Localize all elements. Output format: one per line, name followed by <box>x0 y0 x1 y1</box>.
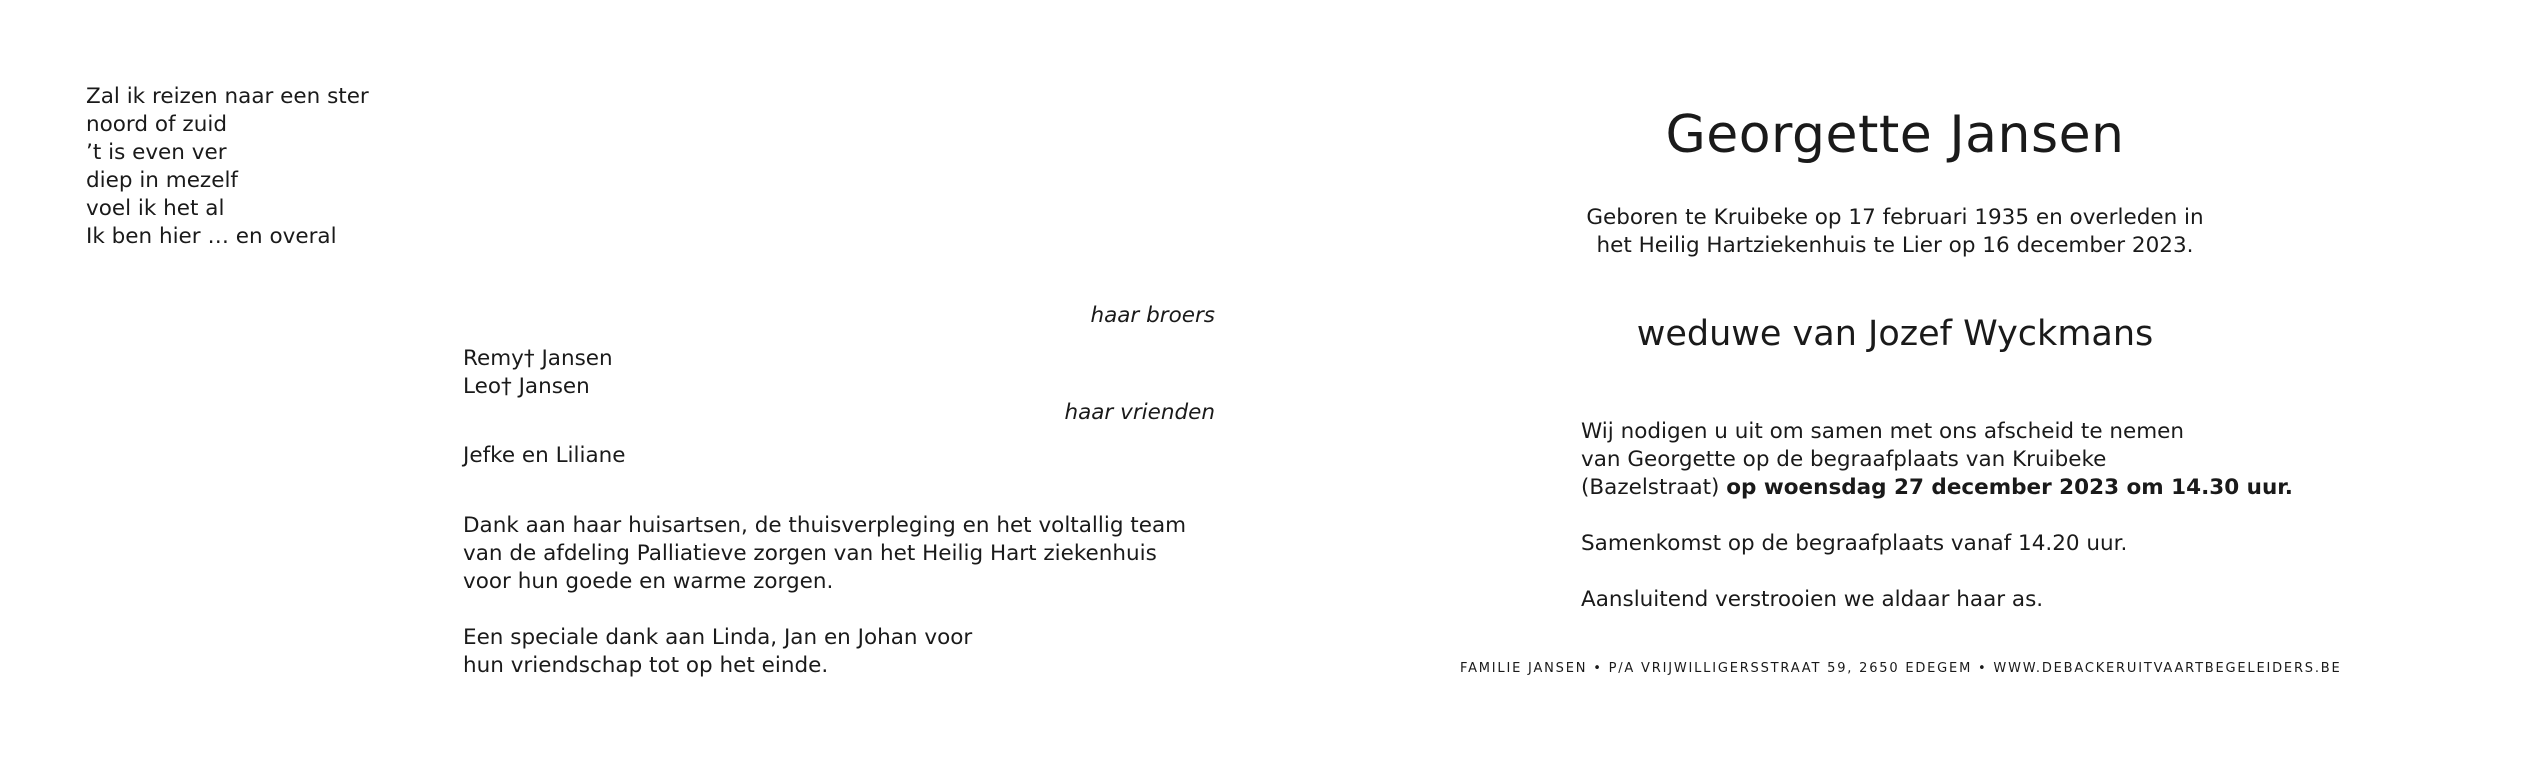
thanks-line: van de afdeling Palliatieve zorgen van het Heilig Hart ziekenhuis <box>463 541 1157 566</box>
brother-name: Leo† Jansen <box>463 374 590 399</box>
poem-line: Ik ben hier … en overal <box>86 224 337 249</box>
birth-death-details <box>1460 204 2330 260</box>
deceased-name: Georgette Jansen <box>1665 105 2125 165</box>
poem-line: Zal ik reizen naar een ster <box>86 84 369 109</box>
thanks-line: Een speciale dank aan Linda, Jan en Johan voor <box>463 625 973 650</box>
thanks-line: voor hun goede en warme zorgen. <box>463 569 834 594</box>
born-line: het Heilig Hartziekenhuis te Lier op 16 december 2023. <box>1596 233 2194 258</box>
ashes-line: Aansluitend verstrooien we aldaar haar as. <box>1581 587 2044 612</box>
widow-of: weduwe van Jozef Wyckmans <box>1636 314 2154 354</box>
friends-names: Jefke en Liliane <box>463 443 626 468</box>
thanks-line: Dank aan haar huisartsen, de thuisverpleging en het voltallig team <box>463 513 1187 538</box>
brother-name: Remy† Jansen <box>463 346 613 371</box>
brothers-list <box>463 345 613 401</box>
poem-line: noord of zuid <box>86 112 227 137</box>
invite-date-time: op woensdag 27 december 2023 om 14.30 uur. <box>1726 475 2293 500</box>
invitation <box>1581 418 2293 614</box>
brothers-heading: haar broers <box>1090 303 1215 328</box>
invite-line: van Georgette op de begraafplaats van Kruibeke <box>1581 447 2107 472</box>
invite-line: Wij nodigen u uit om samen met ons afscheid te nemen <box>1581 419 2185 444</box>
invite-location: (Bazelstraat) <box>1581 475 1727 500</box>
invite-line <box>1581 474 2293 502</box>
poem-line: ’t is even ver <box>86 140 227 165</box>
thanks-line: hun vriendschap tot op het einde. <box>463 653 829 678</box>
gathering-line: Samenkomst op de begraafplaats vanaf 14.20 uur. <box>1581 531 2128 556</box>
born-line: Geboren te Kruibeke op 17 februari 1935 en overleden in <box>1586 205 2204 230</box>
poem-line: voel ik het al <box>86 196 225 221</box>
poem <box>86 83 369 251</box>
poem-line: diep in mezelf <box>86 168 238 193</box>
footer-address: FAMILIE JANSEN • P/A VRIJWILLIGERSSTRAAT 59, 2650 EDEGEM • WWW.DEBACKERUITVAARTBEGELEIDERS.BE <box>1460 661 2342 676</box>
thanks-text <box>463 512 1186 680</box>
friends-heading: haar vrienden <box>1064 400 1215 425</box>
